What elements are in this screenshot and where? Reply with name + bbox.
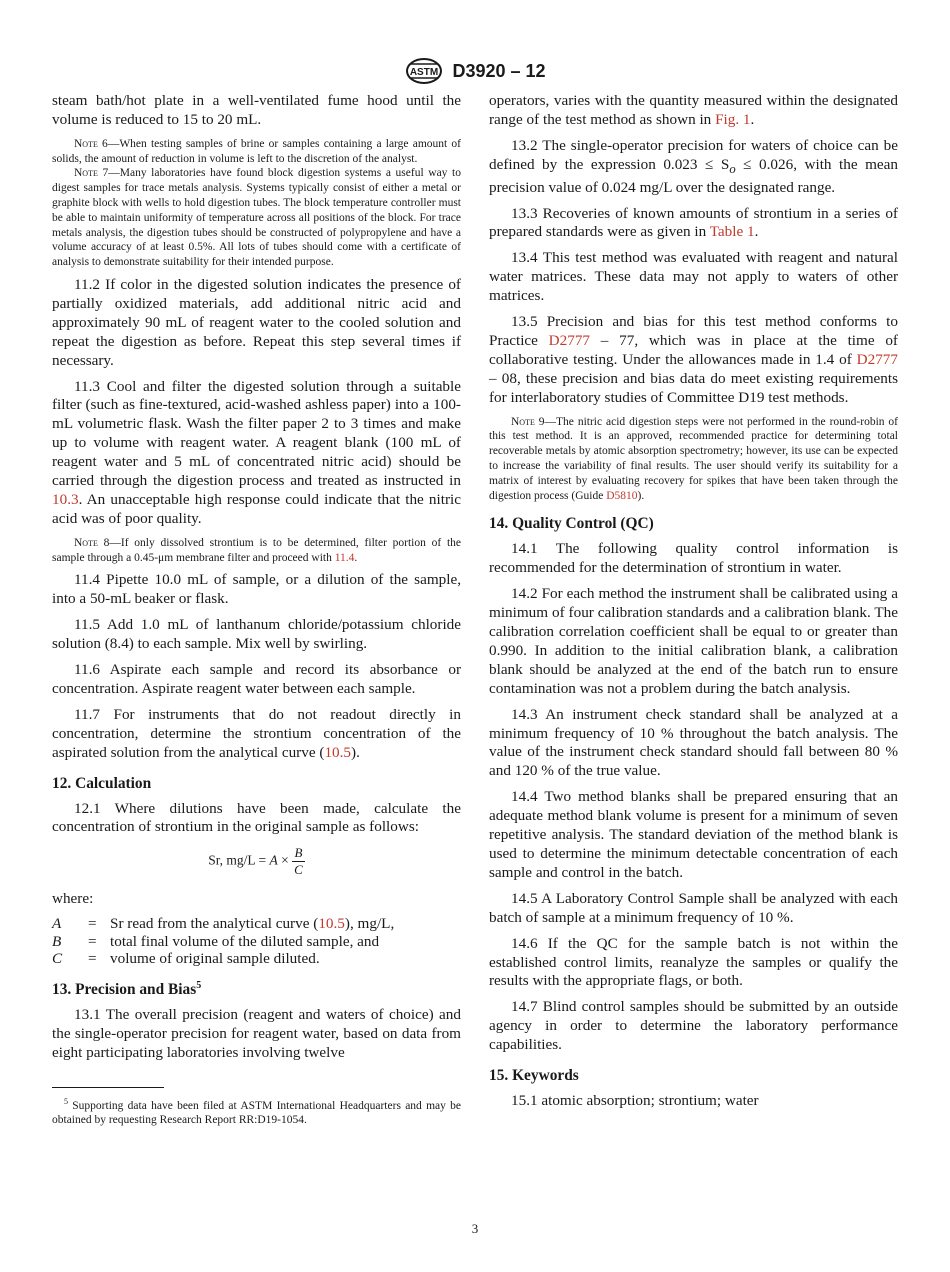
astm-logo-icon <box>404 56 444 86</box>
formula: Sr, mg/L = A × $\frac{B}{C}$ <box>208 845 303 878</box>
section-14-4: 14.4 Two method blanks shall be prepared ensuring that an adequate method blank volume is present for a minimum of seven repetitive analysis. The standard deviation of the method blank is used to determine the minimum detectable concentration of each sample and control in the batch. <box>489 788 898 881</box>
heading-14: 14. Quality Control (QC) <box>489 515 654 533</box>
note-6: Note 6—When testing samples of brine or samples containing a large amount of solids, the amount of reduction in volume is left to the discretion of the analyst. <box>52 137 461 165</box>
section-12-1: 12.1 Where dilutions have been made, calculate the concentration of strontium in the original sample as follows: <box>52 799 461 836</box>
right-column <box>489 92 898 1118</box>
definition-row: A = Sr read from the analytical curve (10.5), mg/L, <box>52 915 395 933</box>
heading-12: 12. Calculation <box>52 774 152 792</box>
definition-row: B = total final volume of the diluted sample, and <box>52 932 380 950</box>
section-14-1: 14.1 The following quality control information is recommended for the determination of strontium in water. <box>489 540 898 577</box>
link-d5810[interactable]: D5810 <box>606 489 638 502</box>
page-header <box>0 56 950 86</box>
left-column <box>52 92 461 1127</box>
section-13-1: 13.1 The overall precision (reagent and waters of choice) and the single-operator precision for reagent water, based on data from eight participating laboratories involving twelve <box>52 1005 461 1061</box>
section-11-5: 11.5 Add 1.0 mL of lanthanum chloride/potassium chloride solution (8.4) to each sample. Mix well by swirling. <box>52 616 461 653</box>
link-10-3[interactable]: 10.3 <box>52 490 79 508</box>
note-8: Note 8—If only dissolved strontium is to be determined, filter portion of the sample through a 0.45-μm membrane filter and proceed with 11.4. <box>52 536 461 564</box>
link-d2777[interactable]: D2777 <box>548 332 591 349</box>
link-fig-1[interactable]: Fig. 1 <box>715 110 751 128</box>
page-number: 3 <box>471 1221 479 1236</box>
link-10-5-def[interactable]: 10.5 <box>318 915 345 933</box>
footnote-divider <box>52 1087 164 1088</box>
section-11-2: 11.2 If color in the digested solution indicates the presence of partially oxidized materials, add additional nitric acid and approximately 90 mL of reagent water to the cooled solution and repeat the digestion as before. Repeat this step several times if necessary. <box>52 275 461 369</box>
definition-row: C = volume of original sample diluted. <box>52 950 320 968</box>
section-13-3: 13.3 Recoveries of known amounts of strontium in a series of prepared standards were as given in Table 1. <box>489 204 898 241</box>
section-14-7: 14.7 Blind control samples should be submitted by an outside agency in order to determine the laboratory performance capabilities. <box>489 998 898 1054</box>
section-11-7: 11.7 For instruments that do not readout directly in concentration, determine the strontium concentration of the aspirated solution from the analytical curve (10.5). <box>52 705 461 761</box>
section-11-6: 11.6 Aspirate each sample and record its absorbance or concentration. Aspirate reagent water between each sample. <box>52 660 461 697</box>
section-11-3: 11.3 Cool and filter the digested solution through a suitable filter (such as fine-textured, acid-washed ashless paper) into a 100-mL volumetric flask. Wash the filter paper 2 to 3 times and make up to volume with reagent water. A reagent blank (100 mL of reagent water and 5 mL of concentrated nitric acid) should be carried through the digestion process and treated as instructed in 10.3. An unacceptable high response could indicate that the nitric acid was of poor quality. <box>52 377 461 527</box>
section-14-2: 14.2 For each method the instrument shall be calibrated using a minimum of four calibration standards and a calibration blank. The calibration correlation coefficient shall be equal to or greater than 0.990. In addition to the initial calibration blank, a calibration blank should be analyzed at the end of the batch run to ensure contamination was not a problem during the batch analysis. <box>489 585 898 697</box>
heading-15: 15. Keywords <box>489 1067 579 1085</box>
paragraph-continuation-right: operators, varies with the quantity measured within the designated range of the test method as shown in Fig. 1. <box>489 92 898 128</box>
section-13-5: 13.5 Precision and bias for this test method conforms to Practice D2777 – 77, which was in place at the time of collaborative testing. Under the allowances made in 1.4 of D2777 – 08, these precision and bias data do meet existing requirements for interlaboratory studies of Committee D19 test methods. <box>489 313 898 406</box>
heading-13: 13. Precision and Bias$^5$ <box>52 979 202 998</box>
note-7: Note 7—Many laboratories have found block digestion systems a useful way to digest samples for trace metals analysis. Systems typically consist of either a metal or graphite block with wells to hold digestion tubes. The block temperature controller must be able to maintain uniformity of temperature across all positions of the block. For trace metals analysis, the digestion tubes should be constructed of polypropylene and have a volume accuracy of at least 0.5%. All lots of tubes should come with a certificate of analysis to demonstrate suitability for their intended purpose. <box>52 167 461 269</box>
note-9: Note 9—The nitric acid digestion steps were not performed in the round-robin of this test method. It is an approved, recommended practice for determining total recoverable metals by atomic absorption spectrometry; however, its use can be expected to increase the variability of final results. The user should verify its suitability for a matrix of interest by evaluating recovery for spikes that have been taken through the digestion process (Guide D5810). <box>489 415 899 502</box>
variable-definitions <box>52 915 394 968</box>
link-11-4[interactable]: 11.4 <box>334 551 355 564</box>
paragraph-continuation: steam bath/hot plate in a well-ventilated fume hood until the volume is reduced to 15 to 20 mL. <box>52 92 461 128</box>
link-d2777-08[interactable]: D2777 <box>856 350 898 368</box>
footnote-5: $^5$ Supporting data have been filed at ASTM International Headquarters and may be obtained by requesting Research Report RR:D19-1054. <box>52 1096 461 1126</box>
designation: D3920 – 12 <box>452 60 546 81</box>
where-label: where: <box>52 890 94 908</box>
section-13-2: 13.2 The single-operator precision for waters of choice can be defined by the expression $0.023 \le S_o \le 0.026$, with the mean precision value of 0.024 mg/L over the designated range. <box>489 136 898 196</box>
section-14-3: 14.3 An instrument check standard shall be analyzed at a minimum frequency of 10 % throughout the batch analysis. The value of the instrument check standard should fall between 80 % and 120 % of the true value. <box>489 705 898 780</box>
astm-logo-text: ASTM <box>410 67 439 78</box>
section-14-5: 14.5 A Laboratory Control Sample shall be analyzed with each batch of sample at a minimum frequency of 10 %. <box>489 889 898 926</box>
section-15-1: 15.1 atomic absorption; strontium; water <box>511 1092 759 1110</box>
section-11-4: 11.4 Pipette 10.0 mL of sample, or a dilution of the sample, into a 50-mL beaker or flask. <box>52 571 461 608</box>
link-10-5[interactable]: 10.5 <box>324 743 352 761</box>
section-13-4: 13.4 This test method was evaluated with reagent and natural water matrices. These data may not apply to waters of other matrices. <box>489 249 898 305</box>
section-14-6: 14.6 If the QC for the sample batch is not within the established control limits, reanalyze the samples or qualify the results with the appropriate flags, or both. <box>489 934 898 990</box>
link-table-1[interactable]: Table 1 <box>709 223 755 241</box>
